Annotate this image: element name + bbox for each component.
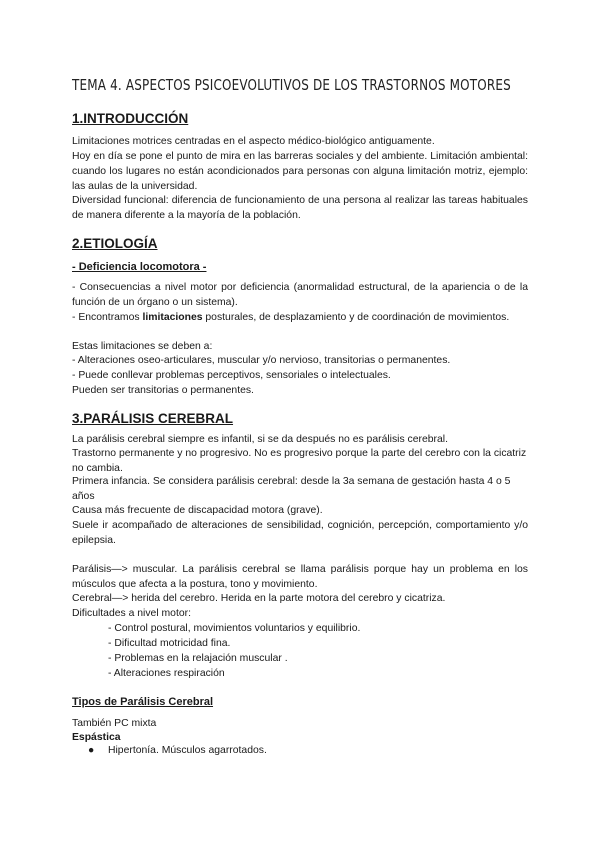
paragraph: Hoy en día se pone el punto de mira en las barreras sociales y del ambiente. Limitación ambiental: cuando los lugares no están acondicionados para personas con alguna limitación motriz, ejemplo: las aulas de la universidad. [72,151,528,192]
bullet-item [88,745,267,756]
list-item: - Dificultad motricidad fina. [108,638,231,649]
paragraph: Trastorno permanente y no progresivo. No es progresivo porque la parte del cerebro con la cicatriz no cambia. [72,448,527,474]
paragraph: Suele ir acompañado de alteraciones de sensibilidad, cognición, percepción, comportamiento y/o epilepsia. [72,520,528,546]
section-heading-paralisis-cerebral: 3.PARÁLISIS CEREBRAL [72,411,234,426]
paragraph: La parálisis cerebral siempre es infantil, si se da después no es parálisis cerebral. [72,434,448,445]
paragraph: Primera infancia. Se considera parálisis cerebral: desde la 3a semana de gestación hasta 4 o 5 años [72,476,511,502]
section-heading-introduccion: 1.INTRODUCCIÓN [72,111,189,126]
paragraph [72,310,528,325]
paragraph: - Puede conllevar problemas perceptivos, sensoriales o intelectuales. [72,370,391,381]
paragraph: - Consecuencias a nivel motor por deficiencia (anormalidad estructural, de la apariencia o de la función de un órgano o un sistema). [72,282,528,308]
paragraph: También PC mixta [72,718,157,729]
bullet-text: Hipertonía. Músculos agarrotados. [108,745,267,756]
paragraph: Causa más frecuente de discapacidad motora (grave). [72,505,323,516]
page-title: TEMA 4. ASPECTOS PSICOEVOLUTIVOS DE LOS TRASTORNOS MOTORES [72,76,511,94]
text-run: - Encontramos [72,312,143,323]
list-item: - Control postural, movimientos voluntarios y equilibrio. [108,623,361,634]
paragraph: - Alteraciones oseo-articulares, muscular y/o nervioso, transitorias o permanentes. [72,355,451,366]
list-item: - Alteraciones respiración [108,668,225,679]
bold-text: limitaciones [142,312,203,323]
subheading-tipos-paralisis: Tipos de Parálisis Cerebral [72,696,214,708]
section-heading-etiologia: 2.ETIOLOGÍA [72,236,158,251]
paragraph: Parálisis—> muscular. La parálisis cerebral se llama parálisis porque hay un problema en los músculos que afecta a la postura, tono y movimiento. [72,564,528,590]
paragraph: Pueden ser transitorias o permanentes. [72,385,254,396]
list-item: - Problemas en la relajación muscular . [108,653,288,664]
paragraph: Diversidad funcional: diferencia de funcionamiento de una persona al realizar las tareas habituales de manera diferente a la mayoría de la población. [72,195,528,221]
bold-text: Espástica [72,732,121,743]
paragraph: Dificultades a nivel motor: [72,608,191,619]
subheading-deficiencia-locomotora: - Deficiencia locomotora - [72,261,207,273]
text-run: posturales, de desplazamiento y de coordinación de movimientos. [202,312,510,323]
paragraph: Cerebral—> herida del cerebro. Herida en la parte motora del cerebro y cicatriza. [72,593,446,604]
paragraph: Estas limitaciones se deben a: [72,341,213,352]
bullet-dot-icon: ● [88,745,95,756]
paragraph [72,730,528,745]
paragraph: Limitaciones motrices centradas en el aspecto médico-biológico antiguamente. [72,136,435,147]
